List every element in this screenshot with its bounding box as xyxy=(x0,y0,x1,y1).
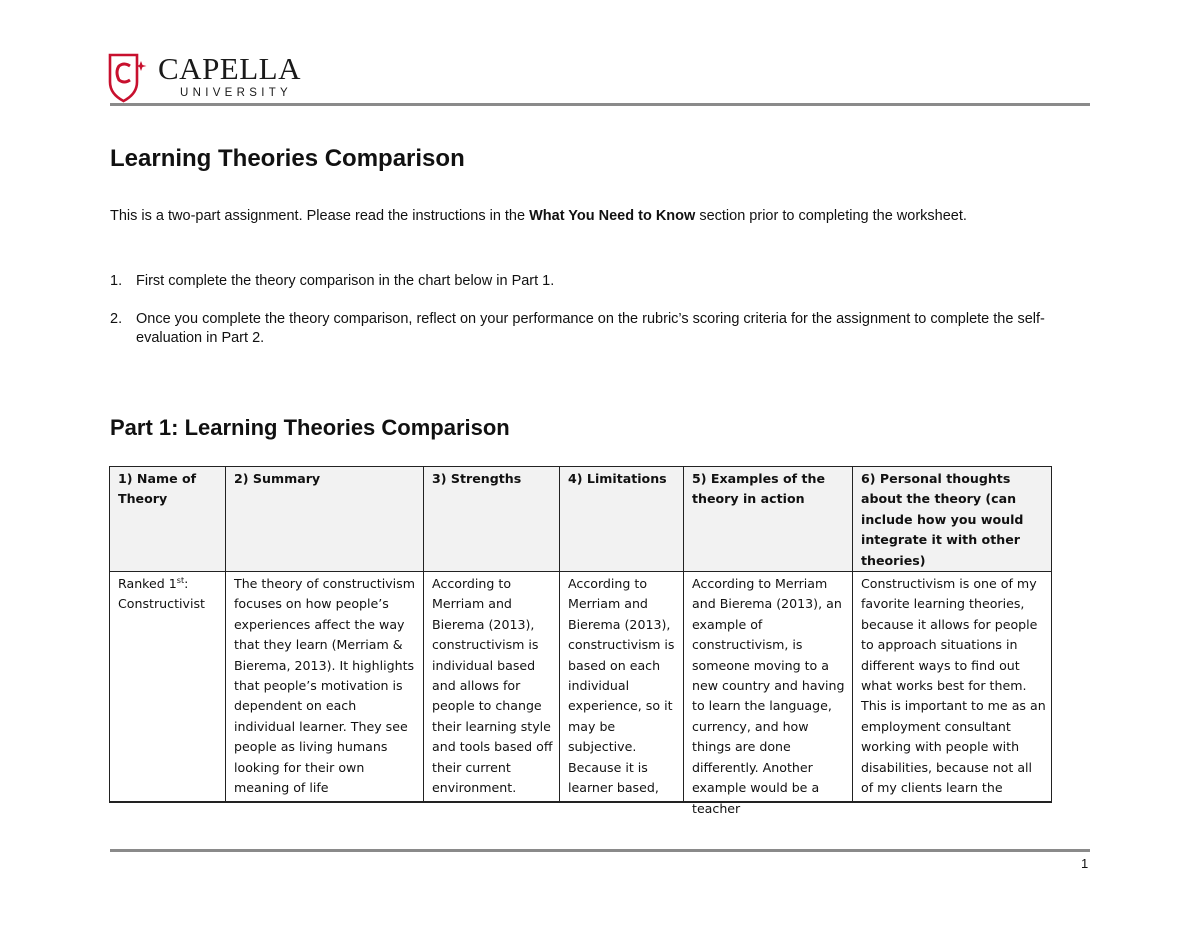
intro-text-before: This is a two-part assignment. Please read the instructions in the xyxy=(110,208,530,224)
intro-text-after: section prior to completing the worksheet. xyxy=(695,208,967,224)
table-header-row xyxy=(110,467,1052,572)
header-name-of-theory: 1) Name of Theory xyxy=(110,467,226,572)
theory-comparison-table xyxy=(109,466,1052,816)
capella-shield-icon xyxy=(108,52,148,102)
footer-divider xyxy=(110,849,1090,852)
cell-examples: According to Merriam and Bierema (2013), an example of constructivism, is someone moving to a new country and having to learn the language, currency, and how things are done differently. Another example would be a teacher xyxy=(684,572,853,803)
intro-bold-reference: What You Need to Know xyxy=(529,208,696,224)
cell-personal-thoughts: Constructivism is one of my favorite learning theories, because it allows for people to approach situations in different ways to find out what works best for them. This is important to me as an employment consultant working with people with disabilities, because not all of my clients learn the xyxy=(853,572,1052,803)
cell-summary: The theory of constructivism focuses on how people’s experiences affect the way that they learn (Merriam & Bierema, 2013). It highlights that people’s motivation is dependent on each individual learner. They see people as living humans looking for their own meaning of life xyxy=(226,572,424,803)
cell-theory-name: Ranked 1st: Constructivist xyxy=(110,572,226,803)
instruction-list xyxy=(110,272,1055,367)
page-number: 1 xyxy=(1081,856,1089,871)
table-row xyxy=(110,572,1052,803)
logo-wordmark: CAPELLA xyxy=(158,51,301,86)
header-summary: 2) Summary xyxy=(226,467,424,572)
header-divider xyxy=(110,103,1090,106)
list-item-text: First complete the theory comparison in the chart below in Part 1. xyxy=(136,273,555,289)
page-title: Learning Theories Comparison xyxy=(110,145,465,172)
header-personal-thoughts: 6) Personal thoughts about the theory (can include how you would integrate it with other theories) xyxy=(853,467,1052,572)
intro-paragraph xyxy=(110,207,1050,226)
header-limitations: 4) Limitations xyxy=(560,467,684,572)
part1-heading: Part 1: Learning Theories Comparison xyxy=(110,415,510,440)
list-item xyxy=(110,272,1055,291)
logo-subtitle: UNIVERSITY xyxy=(180,87,293,99)
list-item-number: 2. xyxy=(110,311,123,327)
list-item-text: Once you complete the theory comparison, reflect on your performance on the rubric’s scoring criteria for the assignment to complete the self-evaluation in Part 2. xyxy=(136,311,1045,346)
list-item xyxy=(110,310,1055,348)
cell-strengths: According to Merriam and Bierema (2013), constructivism is individual based and allows for people to change their learning style and tools based off their current environment. xyxy=(424,572,560,803)
cell-limitations: According to Merriam and Bierema (2013), constructivism is based on each individual experience, so it may be subjective. Because it is learner based, xyxy=(560,572,684,803)
list-item-number: 1. xyxy=(110,273,123,289)
header-examples: 5) Examples of the theory in action xyxy=(684,467,853,572)
header-strengths: 3) Strengths xyxy=(424,467,560,572)
